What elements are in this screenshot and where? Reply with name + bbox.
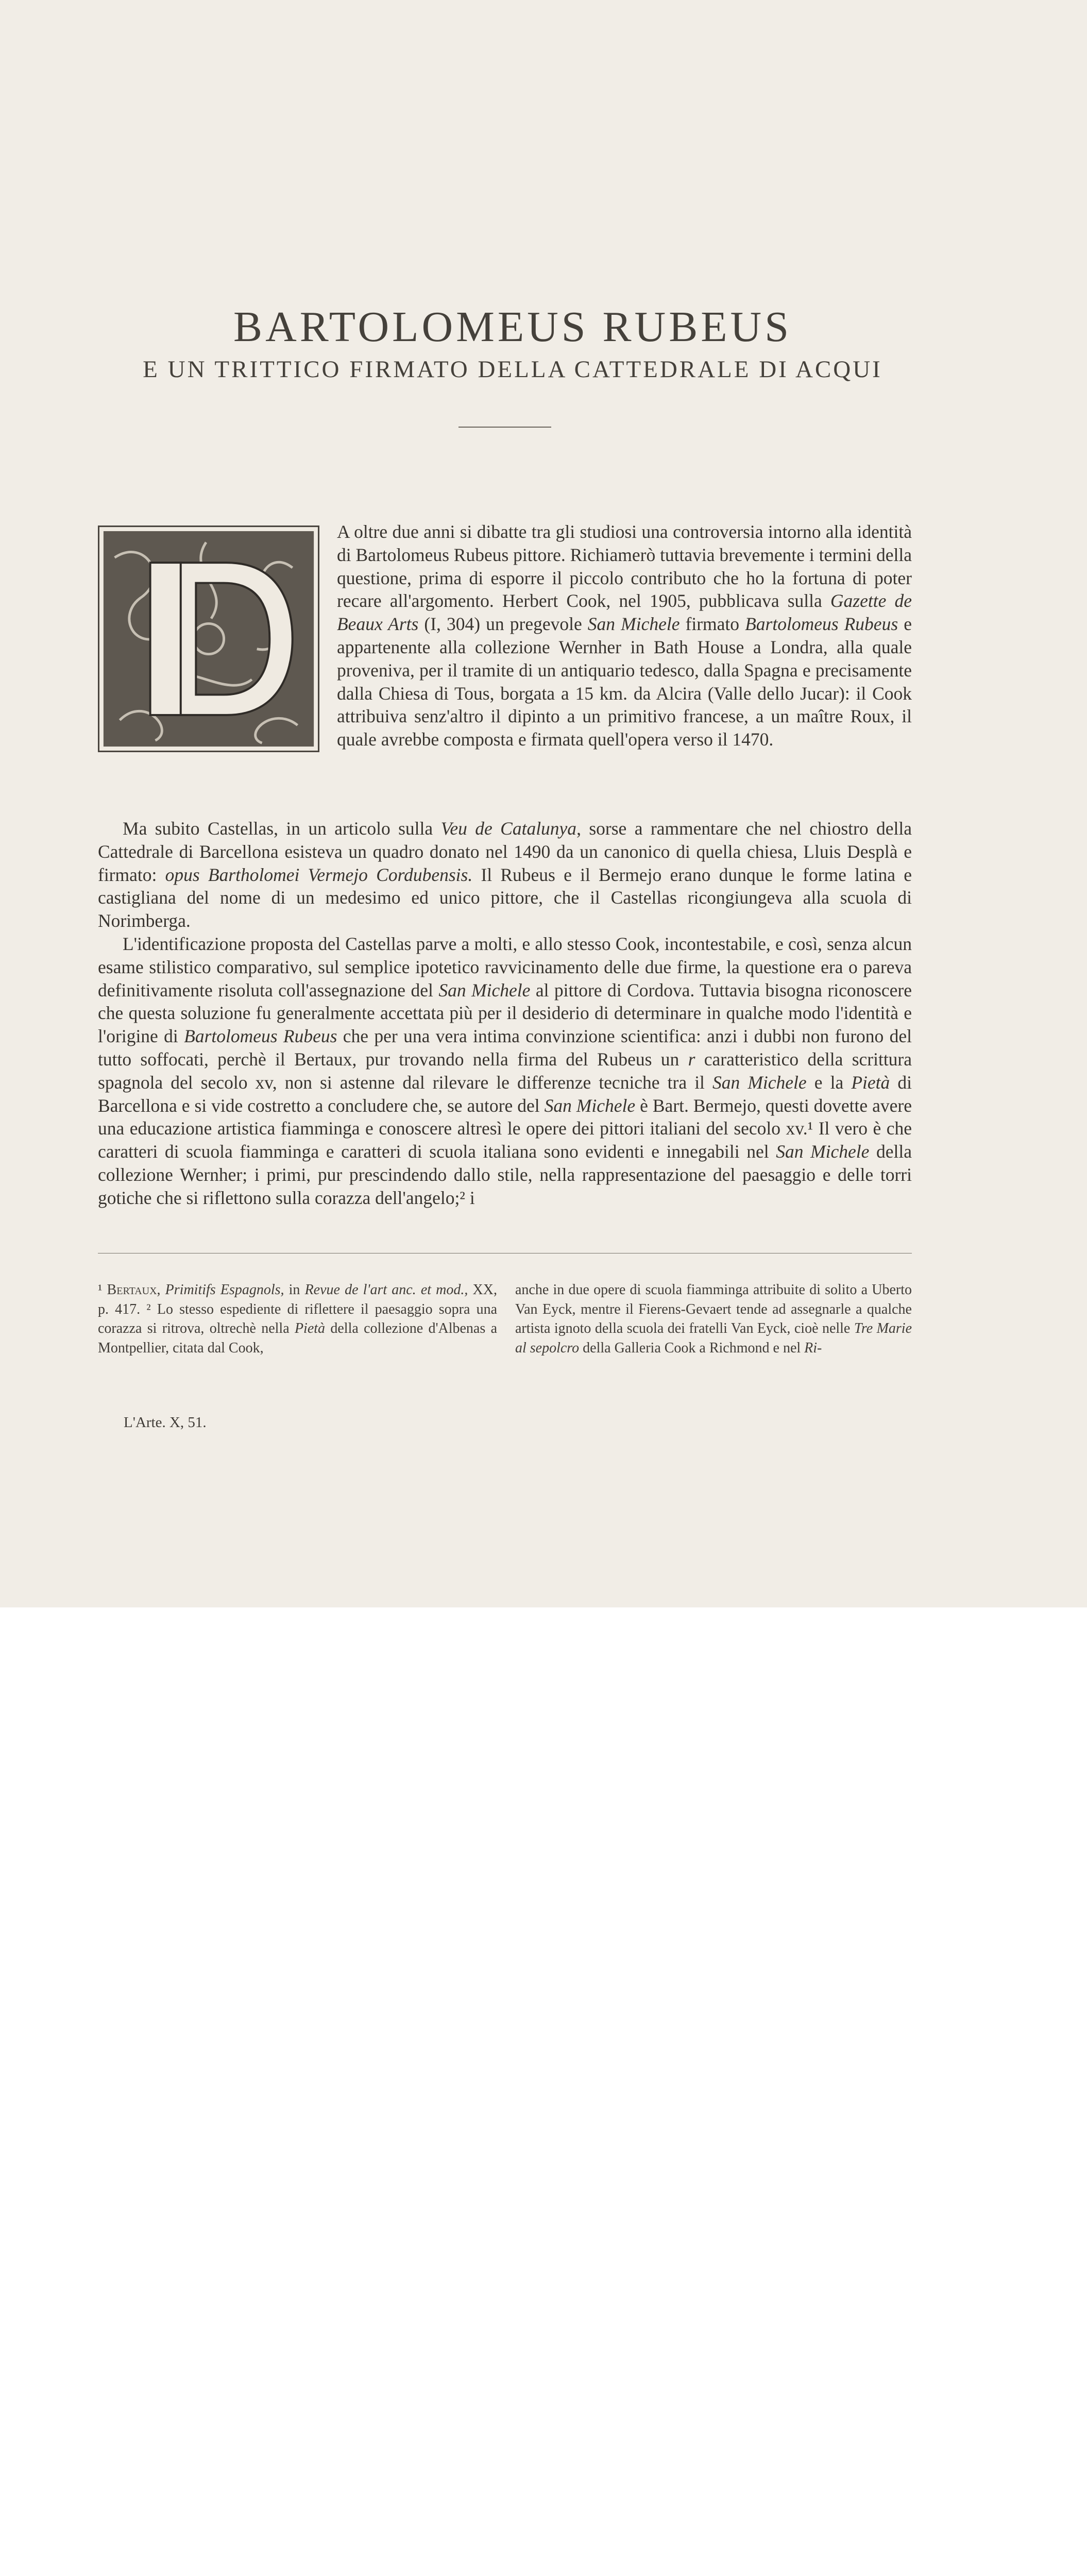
- para3-segment: al pittore di Cordova. Tuttavia bisogna riconoscere che questa soluzione fu generalmente accettata più per il desiderio di determinare in qualche modo l'identità e l'origine di: [98, 979, 912, 1047]
- para3-segment: caratteristico della scrittura spagnola del secolo xv, non si astenne dal rilevare le differenze tecniche tra il: [98, 1048, 912, 1093]
- para1-segment: (I, 304) un pregevole: [418, 614, 588, 635]
- page-signature: L'Arte. X, 51.: [124, 1414, 207, 1431]
- fncol1-segment: ¹: [98, 1282, 107, 1298]
- fncol1-segment: Pietà: [294, 1320, 326, 1336]
- fncol1-segment: XX, p. 417. ² Lo stesso espediente di riflettere il paesaggio sopra una corazza si ritrova, oltrechè nella: [98, 1282, 497, 1336]
- title-divider: [458, 427, 551, 428]
- paragraph-3: [98, 933, 912, 1210]
- para3-segment: r: [688, 1048, 695, 1070]
- dropcap-initial: [98, 526, 330, 757]
- para1-segment: e appartenente alla collezione Wernher in Bath House a Londra, alla quale proveniva, per il tramite di un antiquario tedesco, dalla Spagna e precisamente dalla Chiesa di Tous, borgata a 15 km. da Alcira (Valle dello Jucar): il Cook attribuiva senz'altro il dipinto a un primitivo francese, a un maître Roux, il quale avrebbe composta e firmata quell'opera verso il 1470.: [337, 614, 912, 750]
- fncol2-segment: Tre Marie al sepolcro: [515, 1320, 912, 1356]
- para3-segment: e la: [806, 1072, 852, 1093]
- fncol2-segment: anche in due opere di scuola fiamminga attribuite di solito a Uberto Van Eyck, mentre il Fierens-Gevaert tende ad assegnarle a qualche artista ignoto della scuola dei fratelli Van Eyck, cioè nelle: [515, 1282, 912, 1336]
- para3-segment: L'identificazione proposta del Castellas parve a molti, e allo stesso Cook, incontestabile, e così, senza alcun esame stilistico comparativo, sul semplice ipotetico ravvicinamento delle due firme, la questione era o pareva definitivamente risoluta coll'assegnazione del: [98, 934, 912, 1001]
- footnotes-left-column: [98, 1280, 497, 1358]
- para3-segment: della collezione Wernher; i primi, pur prescindendo dallo stile, nella rappresentazione del paesaggio e delle torri gotiche che si riflettono sulla corazza dell'angelo;² i: [98, 1141, 912, 1208]
- para3-segment: San Michele: [544, 1095, 636, 1116]
- fncol1-segment: Primitifs Espagnols,: [165, 1282, 284, 1298]
- para1-segment: Bartolomeus Rubeus: [745, 614, 898, 635]
- floral-initial-icon: [98, 526, 319, 752]
- article-subtitle: E UN TRITTICO FIRMATO DELLA CATTEDRALE DI ACQUI: [143, 356, 882, 383]
- para3-segment: Pietà: [851, 1072, 890, 1093]
- para1-segment: A oltre due anni si dibatte tra gli studiosi una controversia intorno alla identità di Bartolomeus Rubeus pittore. Richiamerò tuttavia brevemente i termini della questione, prima di esporre il piccolo contributo che ho la fortuna di poter recare all'argomento. Herbert Cook, nel 1905, pubblicava sulla: [337, 521, 912, 612]
- para2-segment: opus Bartholomei Vermejo Cordubensis.: [165, 864, 473, 885]
- paragraph-1: [98, 520, 912, 757]
- para1-segment: San Michele: [587, 614, 680, 635]
- fncol1-segment: [161, 1282, 165, 1298]
- para2-segment: Il Rubeus e il Bermejo erano dunque le forme latina e castigliana del nome di un medesimo ed unico pittore, che il Castellas ricongiungeva alla scuola di Norimberga.: [98, 864, 912, 931]
- fncol1-segment: Revue de l'art anc. et mod.,: [304, 1282, 468, 1298]
- para2-segment: Veu de Catalunya: [440, 818, 577, 839]
- fncol1-segment: Bertaux,: [107, 1282, 161, 1298]
- paragraph-2: [98, 817, 912, 933]
- article-title: BARTOLOMEUS RUBEUS: [233, 303, 792, 351]
- para3-segment: San Michele: [776, 1141, 870, 1162]
- para1-segment: Gazette de Beaux Arts: [337, 590, 912, 635]
- para3-segment: San Michele: [712, 1072, 807, 1093]
- para3-segment: di Barcellona e si vide costretto a concludere che, se autore del: [98, 1072, 912, 1116]
- para3-segment: è Bart. Bermejo, questi dovette avere una educazione artistica fiamminga e conoscere altresì le opere dei pittori italiani del secolo xv.¹ Il vero è che caratteri di scuola fiamminga e caratteri di scuola italiana sono evidenti e innegabili nel: [98, 1095, 912, 1162]
- fncol2-segment: Ri-: [804, 1340, 822, 1356]
- fncol2-segment: della Galleria Cook a Richmond e nel: [579, 1340, 805, 1356]
- para3-segment: Bartolomeus Rubeus: [184, 1026, 337, 1047]
- para3-segment: che per una vera intima convinzione scientifica: anzi i dubbi non furono del tutto soffocati, perchè il Bertaux, pur trovando nella firma del Rubeus un: [98, 1026, 912, 1070]
- fncol1-segment: in: [284, 1282, 305, 1298]
- fncol1-segment: della collezione d'Albenas a Montpellier, citata dal Cook,: [98, 1320, 498, 1356]
- para2-segment: Ma subito Castellas, in un articolo sulla: [123, 818, 441, 839]
- para2-segment: , sorse a rammentare che nel chiostro della Cattedrale di Barcellona esisteva un quadro donato nel 1490 da un canonico di quella chiesa, Lluis Desplà e firmato:: [98, 818, 912, 885]
- footnotes-right-column: [515, 1280, 912, 1358]
- para1-segment: firmato: [680, 614, 745, 635]
- digitization-footer: [0, 1607, 1087, 1689]
- para3-segment: San Michele: [438, 979, 531, 1001]
